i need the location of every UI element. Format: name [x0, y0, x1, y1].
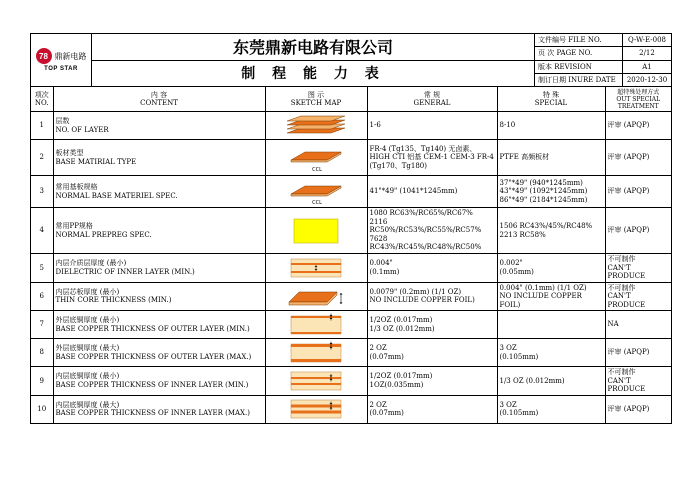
- dielectric-thickness-icon: [281, 257, 351, 279]
- row-number: 7: [31, 311, 53, 339]
- table-row: [31, 367, 671, 396]
- treatment-value: 评审 (APQP): [605, 140, 671, 176]
- general-value: 1080 RC63%/RC65%/RC67% 2116 RC50%/RC53%/RC55%/RC57% 7628 RC43%/RC45%/RC48%/RC50%: [367, 208, 497, 254]
- treatment-value: 评审 (APQP): [605, 208, 671, 254]
- document-header: [31, 34, 671, 87]
- treatment-value: 不可制作 CAN'T PRODUCE: [605, 254, 671, 283]
- special-value: 37"*49" (940*1245mm) 43"*49" (1092*1245mm) 86"*49" (2184*1245mm): [497, 176, 605, 208]
- meta-file-no: 文件编号 FILE NO. Q-W-E-008: [535, 34, 671, 47]
- col-header-map: 图 示 SKETCH MAP: [265, 87, 367, 112]
- special-value: 3 OZ (0.105mm): [497, 339, 605, 367]
- row-content: 内层底铜厚度 (最小) BASE COPPER THICKNESS OF INNER LAYER (MIN.): [53, 367, 265, 396]
- special-value: [497, 311, 605, 339]
- special-value: 0.004" (0.1mm) (1/1 OZ) NO INCLUDE COPPER FOIL): [497, 282, 605, 311]
- meta-revision: 版本 REVISION A1: [535, 61, 671, 74]
- general-value: 0.0079" (0.2mm) (1/1 OZ) NO INCLUDE COPPER FOIL): [367, 282, 497, 311]
- process-capability-sheet: [30, 33, 672, 424]
- row-content: 板材类型 BASE MATIRIAL TYPE: [53, 140, 265, 176]
- treatment-value: 不可制作 CAN'T PRODUCE: [605, 367, 671, 396]
- logo-english-name: TOP STAR: [44, 66, 78, 72]
- special-value: 0.002" (0.05mm): [497, 254, 605, 283]
- row-content: 常用基板规格 NORMAL BASE MATERIEL SPEC.: [53, 176, 265, 208]
- table-header-row: [31, 87, 671, 112]
- row-number: 5: [31, 254, 53, 283]
- general-value: 1-6: [367, 112, 497, 140]
- col-header-no: 项次 NO.: [31, 87, 53, 112]
- row-number: 10: [31, 395, 53, 423]
- special-value: 1506 RC43%/45%/RC48% 2213 RC58%: [497, 208, 605, 254]
- table-row: [31, 254, 671, 283]
- row-number: 9: [31, 367, 53, 396]
- table-row: [31, 395, 671, 423]
- company-name: 东莞鼎新电路有限公司: [92, 34, 534, 61]
- document-title: 制 程 能 力 表: [241, 66, 385, 83]
- row-number: 4: [31, 208, 53, 254]
- treatment-value: 评审 (APQP): [605, 112, 671, 140]
- table-row: [31, 282, 671, 311]
- layer-stack-icon: [281, 114, 351, 138]
- treatment-value: 评审 (APQP): [605, 339, 671, 367]
- sketch-cell: [265, 112, 367, 140]
- general-value: 2 OZ (0.07mm): [367, 395, 497, 423]
- row-content: 内层底铜厚度 (最大) BASE COPPER THICKNESS OF INNER LAYER (MAX.): [53, 395, 265, 423]
- special-value: PTFE 高频板材: [497, 140, 605, 176]
- general-value: 2 OZ (0.07mm): [367, 339, 497, 367]
- table-row: [31, 176, 671, 208]
- logo-mark: 78: [36, 48, 52, 64]
- row-content: 内层芯板厚度 (最小) THIN CORE THICKNESS (MIN.): [53, 282, 265, 311]
- ccl-label: CCL: [312, 199, 322, 206]
- sketch-cell: [265, 367, 367, 396]
- table-row: [31, 208, 671, 254]
- ccl-material-icon: [281, 142, 351, 174]
- col-header-general: 常 规 GENERAL: [367, 87, 497, 112]
- table-row: [31, 112, 671, 140]
- row-number: 3: [31, 176, 53, 208]
- col-header-treatment: 超特殊处理方式 OUT SPECIAL TREATMENT: [605, 87, 671, 112]
- prepreg-icon: [281, 215, 351, 247]
- table-row: [31, 140, 671, 176]
- treatment-value: 不可制作 CAN'T PRODUCE: [605, 282, 671, 311]
- treatment-value: NA: [605, 311, 671, 339]
- table-row: [31, 339, 671, 367]
- logo-chinese-name: 鼎新电路: [54, 51, 87, 61]
- col-header-special: 特 殊 SPECIAL: [497, 87, 605, 112]
- general-value: 41"*49" (1041*1245mm): [367, 176, 497, 208]
- table-row: [31, 311, 671, 339]
- inner-copper-max-icon: [281, 397, 351, 421]
- special-value: 8-10: [497, 112, 605, 140]
- meta-page-no: 页 次 PAGE NO. 2/12: [535, 47, 671, 60]
- capability-table: [31, 87, 671, 423]
- row-content: 外层底铜厚度 (最大) BASE COPPER THICKNESS OF OUTER LAYER (MAX.): [53, 339, 265, 367]
- document-meta: [535, 34, 671, 86]
- general-value: 1/2OZ (0.017mm) 1/3 OZ (0.012mm): [367, 311, 497, 339]
- sketch-cell: [265, 311, 367, 339]
- meta-inure-date: 制订日期 INURE DATE 2020-12-30: [535, 74, 671, 86]
- general-value: FR-4 (Tg135、Tg140) 无卤素、HIGH CTI 铝基 CEM-1 CEM-3 FR-4 (Tg170、Tg180): [367, 140, 497, 176]
- row-number: 1: [31, 112, 53, 140]
- row-content: 常用PP规格 NORMAL PREPREG SPEC.: [53, 208, 265, 254]
- sketch-cell: [265, 339, 367, 367]
- outer-copper-max-icon: [281, 341, 351, 365]
- general-value: 0.004" (0.1mm): [367, 254, 497, 283]
- row-content: 内层介质层厚度 (最小) DIELECTRIC OF INNER LAYER (MIN.): [53, 254, 265, 283]
- row-number: 8: [31, 339, 53, 367]
- row-number: 6: [31, 282, 53, 311]
- sketch-cell: [265, 395, 367, 423]
- sketch-cell: [265, 254, 367, 283]
- inner-copper-min-icon: [281, 369, 351, 393]
- outer-copper-min-icon: [281, 313, 351, 337]
- row-content: 层数 NO. OF LAYER: [53, 112, 265, 140]
- col-header-content: 内 容 CONTENT: [53, 87, 265, 112]
- ccl-size-icon: [281, 177, 351, 207]
- sketch-cell: [265, 176, 367, 208]
- core-thickness-icon: [281, 284, 351, 308]
- company-logo: [31, 34, 92, 86]
- ccl-label: CCL: [312, 166, 322, 173]
- general-value: 1/2OZ (0.017mm) 1OZ(0.035mm): [367, 367, 497, 396]
- treatment-value: 评审 (APQP): [605, 176, 671, 208]
- sketch-cell: [265, 140, 367, 176]
- sketch-cell: [265, 282, 367, 311]
- row-number: 2: [31, 140, 53, 176]
- special-value: 3 OZ (0.105mm): [497, 395, 605, 423]
- special-value: 1/3 OZ (0.012mm): [497, 367, 605, 396]
- row-content: 外层底铜厚度 (最小) BASE COPPER THICKNESS OF OUTER LAYER (MIN.): [53, 311, 265, 339]
- treatment-value: 评审 (APQP): [605, 395, 671, 423]
- sketch-cell: [265, 208, 367, 254]
